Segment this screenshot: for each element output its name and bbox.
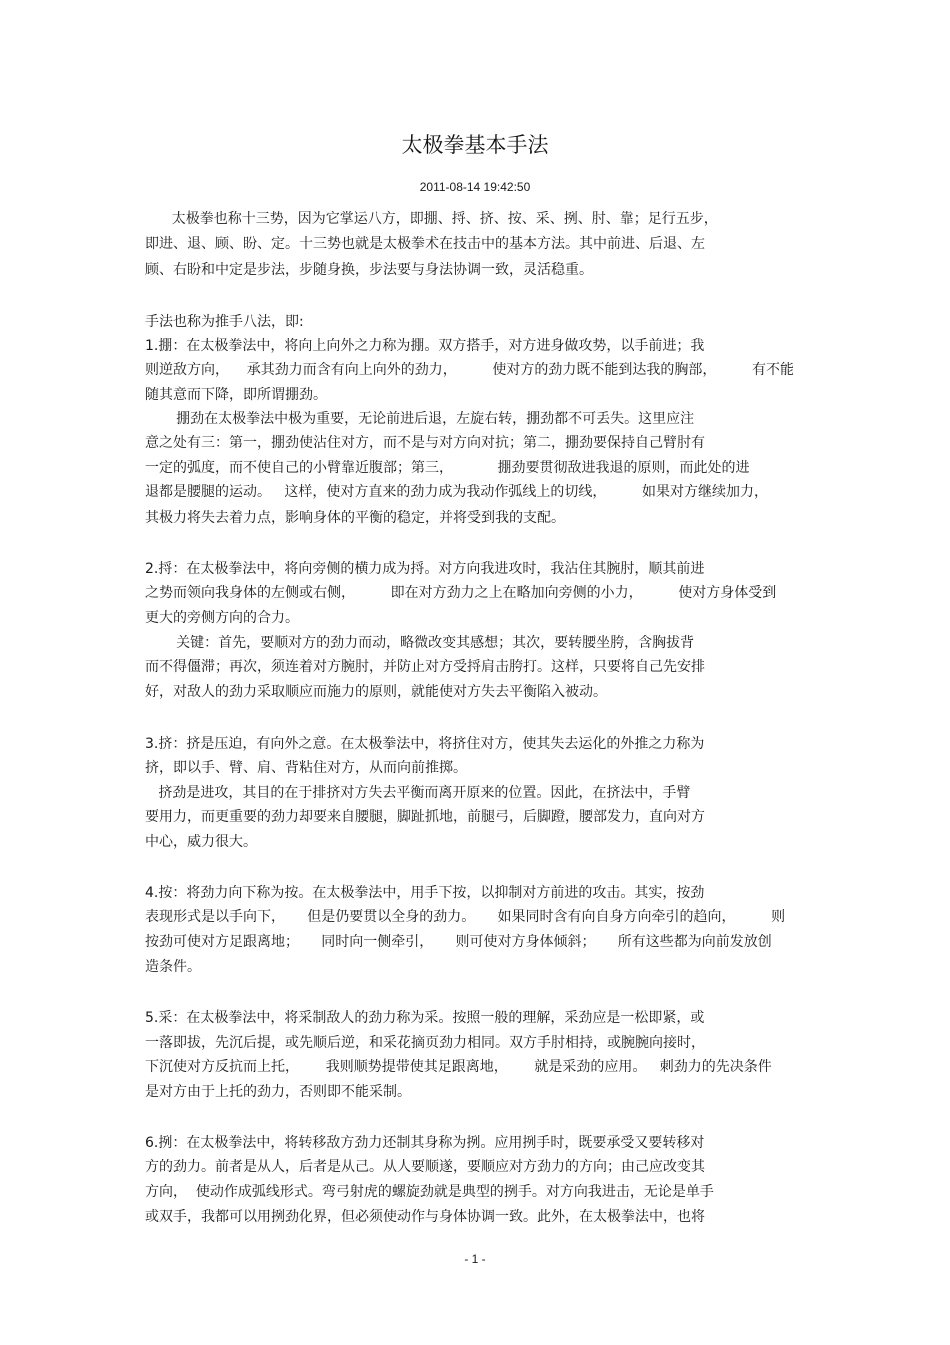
document-title: 太极拳基本手法	[401, 133, 549, 157]
text-line: 1.掤：在太极拳法中，将向上向外之力称为掤。双方搭手，对方进身做攻势，以手前进；我	[145, 338, 705, 354]
text-line: 2.捋：在太极拳法中，将向旁侧的横力成为捋。对方向我进攻时，我沾住其腕肘，顺其前进	[145, 561, 705, 577]
text-line: 关键：首先，要顺对方的劲力而动，略微改变其感想；其次，要转腰坐胯，含胸拔背	[145, 635, 695, 651]
text-line: 其极力将失去着力点，影响身体的平衡的稳定，并将受到我的支配。	[145, 510, 565, 526]
text-line: 方的劲力。前者是从人，后者是从己。从人要顺遂，要顺应对方劲力的方向；由己应改变其	[145, 1159, 705, 1175]
post-date: 2011-08-14 19:42:50	[419, 180, 531, 194]
text-line: 一定的弧度，而不使自己的小臂靠近腹部；第三， 掤劲要贯彻敌进我退的原则，而此处的进	[145, 460, 750, 476]
text-line: 之势而领向我身体的左侧或右侧， 即在对方劲力之上在略加向旁侧的小力， 使对方身体受到	[145, 585, 777, 601]
text-line: 3.挤：挤是压迫，有向外之意。在太极拳法中，将挤住对方，使其失去运化的外推之力称为	[145, 736, 705, 752]
text-line: 要用力，而更重要的劲力却要来自腰腿，脚趾抓地，前腿弓，后脚蹬，腰部发力，直向对方	[145, 809, 705, 825]
text-line: 一落即拔，先沉后提，或先顺后逆，和采花摘页劲力相同。双方手肘相持，或腕腕向接时，	[145, 1035, 705, 1051]
text-line: 掤劲在太极拳法中极为重要，无论前进后退，左旋右转，掤劲都不可丢失。这里应注	[145, 411, 695, 427]
text-line: 更大的旁侧方向的合力。	[145, 610, 299, 626]
text-line: 是对方由于上托的劲力，否则即不能采制。	[145, 1084, 411, 1100]
text-line: 6.挒：在太极拳法中，将转移敌方劲力还制其身称为挒。应用挒手时，既要承受又要转移对	[145, 1135, 705, 1151]
text-line: 即进、退、顾、盼、定。十三势也就是太极拳术在技击中的基本方法。其中前进、后退、左	[145, 236, 705, 252]
text-line: 意之处有三：第一，掤劲使沾住对方，而不是与对方向对抗；第二，掤劲要保持自己臂肘有	[145, 435, 705, 451]
text-line: 下沉使对方反抗而上托， 我则顺势提带使其足跟离地， 就是采劲的应用。 刺劲力的先决条件	[145, 1059, 772, 1075]
text-line: 好，对敌人的劲力采取顺应而施力的原则，就能使对方失去平衡陷入被动。	[145, 684, 607, 700]
text-line: 4.按：将劲力向下称为按。在太极拳法中，用手下按，以抑制对方前进的攻击。其实，按劲	[145, 885, 705, 901]
text-line: 或双手，我都可以用挒劲化界，但必须使动作与身体协调一致。此外，在太极拳法中，也将	[145, 1209, 705, 1225]
text-line: 手法也称为推手八法，即:	[145, 314, 304, 330]
text-line: 中心，威力很大。	[145, 834, 257, 850]
text-line: 表现形式是以手向下， 但是仍要贯以全身的劲力。 如果同时含有向自身方向牵引的趋向， 则	[145, 909, 786, 925]
text-line: 挤劲是进攻，其目的在于排挤对方失去平衡而离开原来的位置。因此，在挤法中，手臂	[145, 785, 691, 801]
page-number: - 1 -	[464, 1252, 486, 1266]
text-line: 方向， 使动作成弧线形式。弯弓射虎的螺旋劲就是典型的挒手。对方向我进击，无论是单手	[145, 1184, 714, 1200]
text-line: 挤，即以手、臂、肩、背粘住对方，从而向前推掷。	[145, 760, 467, 776]
text-line: 5.采：在太极拳法中，将采制敌人的劲力称为采。按照一般的理解，采劲应是一松即紧，或	[145, 1010, 705, 1026]
text-line: 随其意而下降，即所谓掤劲。	[145, 387, 327, 403]
text-line: 按劲可使对方足跟离地； 同时向一侧牵引， 则可使对方身体倾斜； 所有这些都为向前发放创	[145, 934, 772, 950]
text-line: 太极拳也称十三势，因为它掌运八方，即掤、捋、挤、按、采、挒、肘、靠；足行五步，	[145, 211, 718, 227]
text-line: 造条件。	[145, 959, 201, 975]
text-line: 退都是腰腿的运动。 这样，使对方直来的劲力成为我动作弧线上的切线， 如果对方继续加力，	[145, 484, 768, 500]
text-line: 顾、右盼和中定是步法，步随身换，步法要与身法协调一致，灵活稳重。	[145, 262, 593, 278]
text-line: 而不得僵滞；再次，须连着对方腕肘，并防止对方受捋肩击胯打。这样，只要将自己先安排	[145, 659, 705, 675]
text-line: 则逆敌方向， 承其劲力而含有向上向外的劲力， 使对方的劲力既不能到达我的胸部， 有不能	[145, 362, 795, 378]
